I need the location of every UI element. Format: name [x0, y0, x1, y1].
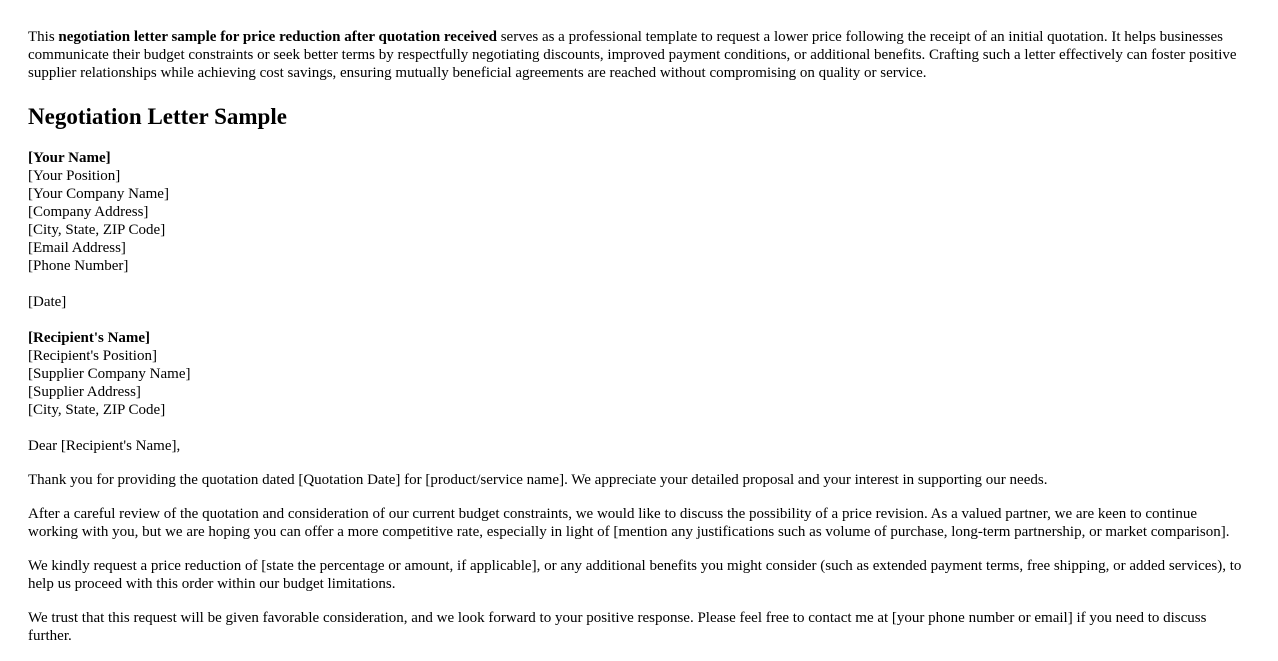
recipient-address: [Supplier Address]: [28, 384, 141, 400]
recipient-name: [Recipient's Name]: [28, 330, 151, 346]
intro-bold-phrase: negotiation letter sample for price reduction after quotation received: [58, 29, 497, 45]
sender-company: [Your Company Name]: [28, 186, 169, 202]
body-paragraph: Thank you for providing the quotation dated [Quotation Date] for [product/service name]. We appreciate your detailed proposal and your interest in supporting our needs.: [28, 472, 1048, 488]
sender-name: [Your Name]: [28, 150, 111, 166]
date-block: [28, 293, 1250, 311]
recipient-company: [Supplier Company Name]: [28, 366, 191, 382]
recipient-block: [28, 329, 1250, 419]
body-paragraph: We trust that this request will be given favorable consideration, and we look forward to your positive response. Please feel free to contact me at [your phone number or email] if you need to discuss further.: [28, 610, 1207, 644]
sender-city: [City, State, ZIP Code]: [28, 222, 166, 238]
body-paragraph: We kindly request a price reduction of [state the percentage or amount, if applicable], or any additional benefits you might consider (such as extended payment terms, free shipping, or added services), to help us proceed with this order within our budget limitations.: [28, 558, 1242, 592]
recipient-city: [City, State, ZIP Code]: [28, 402, 166, 418]
intro-prefix: This: [28, 29, 59, 45]
recipient-position: [Recipient's Position]: [28, 348, 157, 364]
salutation: Dear [Recipient's Name],: [28, 438, 181, 454]
page-title: Negotiation Letter Sample: [28, 104, 287, 129]
intro-paragraph: [28, 28, 1250, 82]
letter-date: [Date]: [28, 294, 67, 310]
document-page: [28, 28, 1250, 661]
sender-phone: [Phone Number]: [28, 258, 129, 274]
sender-block: [28, 149, 1250, 275]
intro-suffix: serves as a professional template to request a lower price following the receipt of an initial quotation. It helps businesses communicate their budget constraints or seek better terms by respectfully negotiating discounts, improved payment conditions, or additional benefits. Crafting such a letter effectively can foster positive supplier relationships while achieving cost savings, ensuring mutually beneficial agreements are reached without compromising on quality or service.: [28, 29, 1237, 81]
body-paragraph: After a careful review of the quotation and consideration of our current budget constraints, we would like to discuss the possibility of a price revision. As a valued partner, we are keen to continue working with you, but we are hoping you can offer a more competitive rate, especially in light of [mention any justifications such as volume of purchase, long-term partnership, or market comparison].: [28, 506, 1230, 540]
sender-position: [Your Position]: [28, 168, 121, 184]
sender-address: [Company Address]: [28, 204, 149, 220]
sender-email: [Email Address]: [28, 240, 126, 256]
